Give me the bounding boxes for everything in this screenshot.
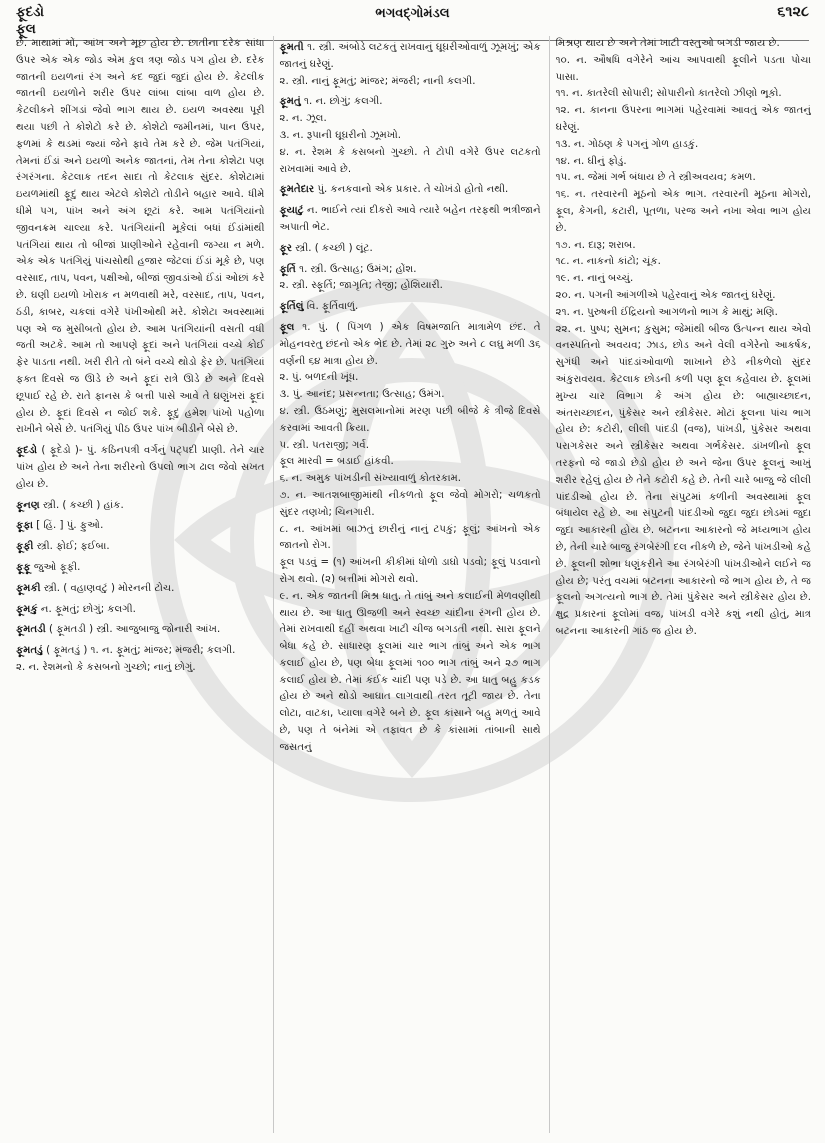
entry-definition: ૨૧. ન. પુરુષની ઈંદ્રિયનો આગળનો ભાગ કે માથું; મણિ.: [555, 306, 778, 318]
entry-definition: ફૂલ પડવું = (૧) આંખની કીકીમાં ધોળો ડાઘો પડવો; ફૂલું પડવાનો રોગ થવો. (૨) બત્તીમાં મોગરો થવો.: [279, 557, 541, 585]
dictionary-entry: [16, 602, 265, 619]
entry-headword: ફૂમકું: [16, 603, 38, 615]
entry-definition: છે. માથામાં મોં, આંખ અને મૂછ હોય છે. છાતીના દરેક સાંધા ઉપર એક એક જોડ એમ કુલ ત્રણ જોડ પગ હોય છે. દરેક જાતની ઇયળનાં રંગ અને કદ જુદાં જુદાં હોય છે. કેટલીક જાતની ઇયળોને શરીર ઉપર લાંબા લાંબા વાળ હોય છે. કેટલીકને શીંગડાં જેવો ભાગ થાય છે. ઇયળ અવસ્થા પૂરી થયા પછી તે કોશેટો કરે છે. કોશેટો જમીનમાં, પાન ઉપર, ફળમાં કે થડમાં જ્યાં જેને ફાવે તેમ કરે છે. જેમ પતંગિયાં, તેમનાં ઈંડાં અને ઇયળો અનેક જાતનાં, તેમ તેના કોશેટા પણ રંગરંગના. કેટલાક તદન સાદા તો કેટલાક સુંદર. કોશેટામાં ઇયળમાંથી ફૂદું થાય એટલે કોશેટો તોડીને બહાર આવે. ધીમે ધીમે પગ, પાંખ અને અંગ છૂટાં કરે. આમ પતંગિયાંનો જીવનક્રમ ચાલ્યા કરે. પતંગિયાંની મૂકેલાં બધાં ઈંડાંમાંથી પતંગિયાં થાય તો બીજાં પ્રાણીઓને રહેવાની જગ્યા ન મળે. એક એક પતંગિયું પાંચસોથી હજાર જેટલાં ઈંડાં મૂકે છે, પણ વરસાદ, તાપ, પવન, પક્ષીઓ, બીજાં જીવડાંઓ ઈંડાં ઓછાં કરે છે. ઘણી ઇયળો ખોરાક ન મળવાથી મરે, વરસાદ, તાપ, પવન, ઠંડી, કાબર, ચકલાં વગેરે પંખીઓથી મરે. કોશેટા અવસ્થામાં પણ એ જ મુસીબતો હોય છે. આમ પતંગિયાંની વસતી વધી જતી અટકે. આમ તો આપણે ફૂદાં અને પતંગિયાં વચ્ચે કોઈ ફેર પાડતા નથી. ખરી રીતે તો બંને વચ્ચે થોડો ફેર છે. પતંગિયાં ફક્ત દિવસે જ ઊડે છે અને ફૂદાં રાત્રે ઊડે છે અને દિવસે છૂપાઈ રહે છે. રાતે ફાનસ કે બત્તી પાસે આવે તે ઘણુંખરાં ફૂદાં હોય છે. ફૂદાં દિવસે ન જોઈ શકે. ફૂદું હમેશ પાંખો પહોળા રાખીને બેસે છે. પતંગિયું પીઠ ઉપર પાંખ બીડીને બેસે છે.: [16, 38, 265, 436]
entry-definition: ૩. ન. રૂપાની ઘૂઘરીનો ઝૂમખો.: [279, 129, 402, 141]
entry-definition: ૮. ન. આંખમાં બાઝતું છારીનું નાનું ટપકું; ફૂલું; આંખનો એક જાતનો રોગ.: [279, 523, 541, 552]
entry-definition: પું. કનકવાનો એક પ્રકાર. તે ચોખંડો હોતો નથી.: [317, 184, 509, 196]
entry-definition: જુઓ ફૂફી.: [33, 561, 81, 573]
entry-definition: ૨૦. ન. પગની આંગળીએ પહેરવાનું એક જાતનું ઘરેણું.: [555, 289, 776, 301]
dictionary-entry: [280, 589, 541, 757]
entry-definition: સ્ત્રી. ( કચ્છી ) હાંક.: [43, 499, 124, 511]
entry-definition: વિ. ફૂર્તિવાળું.: [306, 301, 359, 313]
entry-definition: [ હિં. ] પું. ફુઓ.: [36, 520, 104, 532]
dictionary-entry: [16, 443, 265, 493]
entry-headword: ફૂર: [279, 242, 293, 254]
dictionary-entry: [280, 203, 541, 237]
entry-definition: સ્ત્રી. ( કચ્છી ) લૂંટ.: [295, 242, 373, 254]
dictionary-entry: [280, 40, 541, 74]
entry-definition: ૧૫. ન. જેમાં ગર્ભ બંધાય છે તે સ્ત્રીઅવયવ; કમળ.: [555, 172, 756, 184]
dictionary-columns: [16, 36, 811, 1133]
entry-definition: સ્ત્રી. ફોઈ; ફઈબા.: [36, 541, 110, 553]
dictionary-entry: [280, 278, 541, 295]
entry-definition: ( ફૂમતડી ) સ્ત્રી. આજુબાજુ જોનારી આંખ.: [48, 624, 221, 636]
entry-definition: સ્ત્રી. ( વહાણવટું ) મોરનની ટોચ.: [43, 582, 175, 594]
dictionary-entry: [556, 137, 811, 154]
dictionary-entry: [16, 643, 265, 660]
entry-definition: મિશ્રણ થાય છે અને તેમાં ખાટી વસ્તુઓ બગડી જાય છે.: [555, 38, 780, 49]
entry-definition: ૧૬. ન. તરવારની મૂઠનો એક ભાગ. તરવારની મૂઠના મોગરો, ફૂલ, કેગની, કટારી, પૂતળા, પરજ અને નખા એવા ભાગ હોય છે.: [555, 189, 811, 234]
dictionary-entry: [280, 488, 541, 522]
dictionary-entry: [280, 74, 541, 91]
entry-definition: ૧. પું. ( પિંગળ ) એક વિષમજાતિ માત્રામેળ છંદ. તે મોહનવરતુ છંદનો એક ભેદ છે. તેમાં ૨૮ ગુરુ અને ૮ લઘુ મળી ૩૬ વર્ણની ૬૪ માત્રા હોય છે.: [279, 321, 541, 367]
dictionary-entry: [280, 522, 541, 556]
dictionary-entry: [16, 539, 265, 556]
dictionary-entry: [556, 238, 811, 255]
dictionary-entry: [16, 660, 265, 677]
dictionary-entry: [280, 241, 541, 258]
entry-definition: ૨. પું. બળદની ખૂંધ.: [279, 372, 359, 384]
entry-definition: ૩. પું. આનંદ; પ્રસન્નતા; ઉત્સાહ; ઉમંગ.: [279, 389, 445, 401]
dictionary-entry: [556, 288, 811, 305]
entry-definition: ૫. સ્ત્રી. પતરાજી; ગર્વ.: [279, 439, 369, 451]
dictionary-entry: [280, 320, 541, 370]
entry-definition: ૧. સ્ત્રી. અંબોડે લટકતું રાખવાનું ઘૂઘરીઓવાળું ઝૂમખું; એક જાતનું ઘરેણું.: [279, 42, 541, 70]
entry-definition: ૧૩. ન. ગોઠણ કે પગનું ગોળ હાડકું.: [555, 138, 699, 150]
dictionary-entry: [280, 404, 541, 438]
entry-headword: ફૂનણ: [16, 499, 40, 511]
dictionary-entry: [556, 271, 811, 288]
column-2: [273, 36, 541, 1133]
dictionary-entry: [16, 622, 265, 639]
entry-definition: ફૂલ મારવી = બડાઈ હાંકવી.: [279, 456, 394, 468]
entry-definition: ૧૪. ન. ઘીનું ફોડું.: [555, 155, 627, 167]
dictionary-entry: [280, 262, 541, 279]
dictionary-entry: [280, 182, 541, 199]
entry-headword: ફૂદડો: [16, 445, 38, 457]
dictionary-entry: [280, 128, 541, 145]
dictionary-entry: [556, 187, 811, 237]
entry-definition: ૧. સ્ત્રી. ઉત્સાહ; ઉમંગ; હોંશ.: [299, 263, 417, 275]
dictionary-entry: [280, 387, 541, 404]
guide-word-last: ફૂલ: [16, 21, 36, 37]
entry-headword: ફૂફા: [16, 520, 34, 532]
page-title: ભગવદ્ગોમંડલ: [375, 6, 450, 21]
column-1: [16, 36, 265, 1133]
entry-definition: ૭. ન. આતશબાજીમાંથી નીકળતો ફૂલ જેવો મોગરો; ચળકતો સુંદર તણખો; ચિનગારી.: [279, 489, 541, 518]
entry-headword: ફૂફી: [16, 541, 34, 553]
entry-headword: ફૂયાટું: [279, 205, 304, 217]
dictionary-entry: [556, 53, 811, 87]
entry-headword: ફૂર્તિ: [279, 263, 296, 275]
entry-definition: ૧૨. ન. કાનના ઉપરના ભાગમાં પહેરવામાં આવતું એક જાતનું ઘરેણું.: [555, 105, 811, 133]
dictionary-entry: [556, 170, 811, 187]
dictionary-entry: [556, 86, 811, 103]
entry-definition: ૨. ન. રેશમનો કે કસબનો ગુચ્છો; નાનું છોગું.: [16, 661, 196, 673]
entry-definition: ૯. ન. એક જાતની મિશ્ર ધાતુ. તે તાંબું અને કલાઈની મેળવણીથી થાય છે. આ ધાતુ ઊજળી અને સ્વચ્છ ચાંદીના રંગની હોય છે. તેમાં રાખવાથી દહીં અથવા ખાટી ચીજ બગડતી નથી. સારા ફૂલને બેધા કહે છે. સાધારણ ફૂલમાં ચાર ભાગ તાંબું અને એક ભાગ કલાઈ હોય છે, પણ બેધા ફૂલમાં ૧૦૦ ભાગ તાંબું અને ૨૭ ભાગ કલાઈ હોય છે. તેમાં કંઈક ચાંદી પણ પડે છે. આ ધાતુ બહુ કડક હોય છે અને થોડો આઘાત લાગવાથી તરત તૂટી જાય છે. તેના લોટા, વાટકા, પ્યાલા વગેરે બને છે. ફૂલ કાંસાને બહુ મળતું આવે છે, પણ તે બંનેમાં એ તફાવત છે કે કાંસામાં તાંબાની સાથે જસતનું: [279, 590, 541, 753]
dictionary-entry: [16, 581, 265, 598]
entry-headword: ફૂમતેદાર: [279, 184, 315, 196]
dictionary-entry: [16, 560, 265, 577]
dictionary-entry: [556, 322, 811, 641]
dictionary-entry: [280, 438, 541, 455]
dictionary-entry: [16, 518, 265, 535]
dictionary-entry: [280, 299, 541, 316]
dictionary-entry: [280, 94, 541, 111]
entry-definition: ૪. સ્ત્રી. ઉઠમણું; મુસલમાનોમાં મરણ પછી બીજે કે ત્રીજે દિવસે કરવામાં આવતી ક્રિયા.: [279, 405, 541, 434]
entry-definition: ૨. ન. ઝૂલ.: [279, 113, 327, 125]
entry-definition: ૧૭. ન. દારૂ; શરાબ.: [555, 239, 636, 251]
dictionary-entry: [556, 254, 811, 271]
entry-definition: ૨. સ્ત્રી. સ્ફૂર્તિ; જાગૃતિ; તેજી; હોશિયારી.: [279, 280, 443, 292]
page-number: ૬૧૨૮: [777, 4, 809, 20]
dictionary-entry: [280, 555, 541, 589]
dictionary-entry: [280, 145, 541, 179]
column-3: [549, 36, 811, 1133]
entry-headword: ફૂલ: [279, 321, 295, 333]
dictionary-entry: [280, 111, 541, 128]
dictionary-entry: [280, 454, 541, 471]
dictionary-entry: [556, 154, 811, 171]
entry-definition: ( ફૂદેડો )- પું. કઠિનપત્રી વર્ગનું પટ્પદી પ્રાણી. તેને ચાર પાંખ હોય છે અને તેના શરીરનો ઉપલો ભાગ ઢાલ જેવો સખત હોય છે.: [16, 445, 265, 490]
entry-headword: ફૂફૂ: [16, 561, 31, 573]
entry-definition: ન. ફૂમતું; છોગું; કલગી.: [40, 603, 136, 615]
entry-definition: ૪. ન. રેશમ કે કસબનો ગુચ્છો. તે ટોપી વગેરે ઉપર લટકતો રાખવામાં આવે છે.: [279, 146, 541, 175]
entry-definition: ૬. ન. અમુક પાંખડીની સંખ્યાવાળું કોતરકામ.: [279, 473, 462, 485]
entry-headword: ફૂમતું: [279, 96, 301, 108]
guide-word-first: ફૂદડો: [16, 4, 44, 20]
entry-definition: ૧૧. ન. કાતરેલી સોપારી; સોપારીનો કાતરેલો ઝીણો ભૂકો.: [555, 88, 782, 100]
dictionary-entry: [556, 305, 811, 322]
entry-definition: ૨૨. ન. પુષ્પ; સુમન; કુસુમ; જેમાંથી બીજ ઉત્પન્ન થાય એવો વનસ્પતિનો અવયવ; ઝાડ, છોડ અને વેલી વગેરેનો આકર્ષક, સુગંધી અને પાંદડાંઓવાળો શાખાને છેડે નીકળેલો સુંદર અંકુરાવયવ. કેટલાક છોડની કળી પણ ફૂલ કહેવાય છે. ફૂલમાં મુખ્ય ચાર વિભાગ કે અંગ હોય છે: બાહ્યાચ્છાદન, અંતરાચ્છાદન, પુંકેસર અને સ્ત્રીકેસર. મોટાં ફૂલના પાંચ ભાગ હોય છે: કટોરી, લીલી પાંદડી (વજ), પાંખડી, પુંકેસર અથવા પરાગકેસર અને સ્ત્રીકેસર અથવા ગર્ભકેસર. ડાંખળીનો ફૂલ તરફનો જે જાડો છેડો હોય છે અને જેના ઉપર ફૂલનું આખું શરીર રહેલું હોય છે તેને કટોરી કહે છે. તેની ચારે બાજુ જે લીલી પાંદડીઓ હોય છે. તેના સંપુટમાં કળીની અવસ્થામાં ફૂલ બંધાયેલ રહે છે. આ સંપુટની પાંદડીઓ જુદા જુદા છોડમાં જુદા જુદા આકારની હોય છે. બટનના આકારનો જે મધ્યભાગ હોય છે, તેની ચારે બાજુ રંગબેરંગી દલ નીકળે છે, જેને પાંખડીઓ કહે છે. ફૂલની શોભા ધણુંકરીને આ રંગબેરંગી પાંખડીઓને લઈને જ હોય છે; પરંતુ વચમાં બટનના આકારનો જે ભાગ હોય છે, તે જ ફૂલનો અગત્યનો ભાગ છે. તેમાં પુંકેસર અને સ્ત્રીકેસર હોય છે. ક્ષુદ્ર પ્રકારનાં ફૂલોમાં વજ, પાંખડી વગેરે કશું નથી હોતું, માત્ર બટનના આકારની ગાંઠ જ હોય છે.: [555, 323, 811, 637]
dictionary-entry: [280, 370, 541, 387]
entry-headword: ફૂર્તિલું: [279, 301, 304, 313]
entry-definition: ૧૯. ન. નાનું બચ્ચું.: [555, 273, 634, 285]
dictionary-entry: [556, 36, 811, 53]
dictionary-entry: [16, 36, 265, 439]
entry-definition: ૧૮. ન. નાકનો કાંટો; ચૂંક.: [555, 256, 661, 268]
entry-headword: ફૂમતડી: [16, 624, 46, 636]
entry-definition: ૧૦. ન. ઔષધિ વગેરેને આંચ આપવાથી ફૂલીને પડતા પોચા પાસા.: [555, 54, 811, 83]
entry-headword: ફૂમતી: [279, 42, 304, 53]
entry-headword: ફૂમતડું: [16, 645, 43, 657]
dictionary-entry: [556, 103, 811, 137]
entry-definition: ૧. ન. છોગું; કલગી.: [303, 96, 383, 108]
entry-definition: ૨. સ્ત્રી. નાનું ફૂમતું; માંજર; મંજરી; નાની કલગી.: [279, 75, 476, 87]
entry-definition: ન. ભાઈને ત્યાં દીકરો આવે ત્યારે બહેન તરફથી ભત્રીજાને અપાતી ભેટ.: [279, 205, 541, 233]
dictionary-entry: [280, 471, 541, 488]
entry-headword: ફૂમકી: [16, 582, 41, 594]
entry-definition: ( ફૂમતડું ) ૧. ન. ફૂમતું; માંજર; મંજરી; કલગી.: [46, 645, 236, 657]
dictionary-entry: [16, 498, 265, 515]
